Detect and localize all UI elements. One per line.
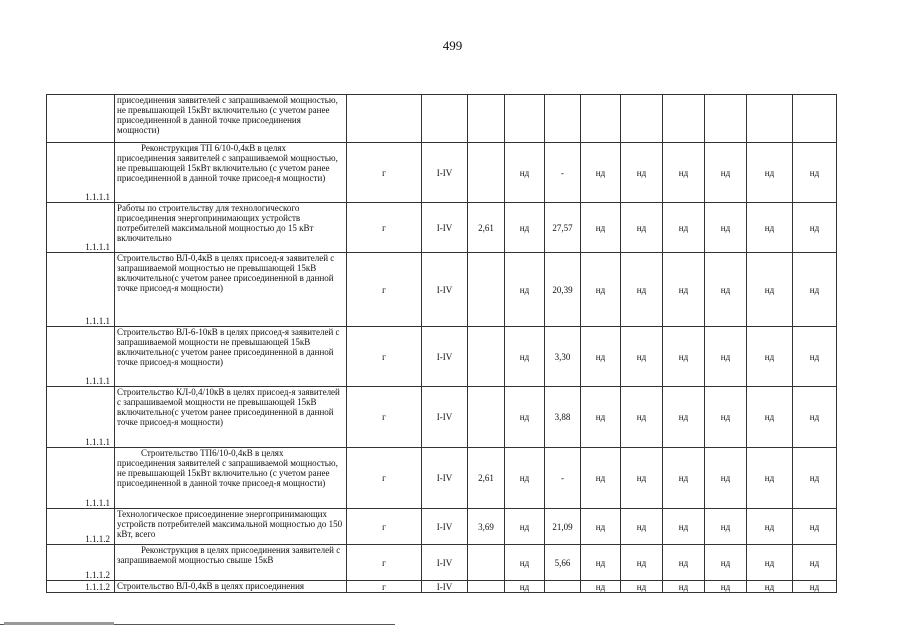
row-value-6: нд xyxy=(663,143,705,203)
row-unit: г xyxy=(347,387,422,448)
row-code: 1.1.1.1 xyxy=(47,143,115,203)
table-row xyxy=(47,387,837,448)
row-value-4: нд xyxy=(581,387,621,448)
row-description: Строительство ВЛ-0,4кВ в целях присоединения xyxy=(115,581,347,593)
row-value-5: нд xyxy=(621,253,663,327)
row-value-5: нд xyxy=(621,327,663,387)
row-value-2: нд xyxy=(505,203,545,253)
row-value-2: нд xyxy=(505,448,545,509)
row-value-1 xyxy=(468,387,505,448)
row-value-6: нд xyxy=(663,203,705,253)
row-value-7: нд xyxy=(705,581,747,593)
page-number: 499 xyxy=(442,38,463,53)
row-value-2: нд xyxy=(505,581,545,593)
row-unit: г xyxy=(347,327,422,387)
row-value-7: нд xyxy=(705,448,747,509)
row-value-6: нд xyxy=(663,327,705,387)
row-value-1 xyxy=(468,95,505,143)
row-value-8: нд xyxy=(747,203,793,253)
row-code: 1.1.1.1 xyxy=(47,203,115,253)
row-value-7: нд xyxy=(705,387,747,448)
table-row xyxy=(47,143,837,203)
row-value-9: нд xyxy=(793,581,837,593)
row-unit: г xyxy=(347,203,422,253)
row-value-9: нд xyxy=(793,143,837,203)
row-value-6: нд xyxy=(663,387,705,448)
row-value-9: нд xyxy=(793,387,837,448)
row-code: 1.1.1.2 xyxy=(47,509,115,545)
row-value-2: нд xyxy=(505,143,545,203)
row-value-2: нд xyxy=(505,327,545,387)
table-row xyxy=(47,95,837,143)
row-description: Реконструкция ТП 6/10-0,4кВ в целях присоединения заявителей с запрашиваемой мощностью, не превышающей 15кВт включительно (с учетом ранее присоединенной в данной точке присоед-я мощности) xyxy=(115,143,347,203)
row-category: I-IV xyxy=(422,509,468,545)
row-description: Строительство КЛ-0,4/10кВ в целях присоед-я заявителей с запрашиваемой мощности не превышающей 15кВ включительно(с учетом ранее присоединенной в данной точке присоед-я мощности) xyxy=(115,387,347,448)
row-value-4: нд xyxy=(581,509,621,545)
row-value-8: нд xyxy=(747,143,793,203)
row-value-5: нд xyxy=(621,143,663,203)
row-description: присоединения заявителей с запрашиваемой мощностью, не превышающей 15кВт включительно (с учетом ранее присоединенной в данной точке присоединения мощности) xyxy=(115,95,347,143)
row-category: I-IV xyxy=(422,545,468,581)
row-value-4: нд xyxy=(581,203,621,253)
investment-table xyxy=(46,94,837,593)
row-code xyxy=(47,95,115,143)
row-category: I-IV xyxy=(422,203,468,253)
row-value-3: 20,39 xyxy=(545,253,581,327)
row-unit: г xyxy=(347,581,422,593)
row-description: Строительство ТП6/10-0,4кВ в целях присоединения заявителей с запрашиваемой мощностью, не превышающей 15кВт включительно (с учетом ранее присоединенной в данной точке присоед-я мощности) xyxy=(115,448,347,509)
row-description: Строительство ВЛ-6-10кВ в целях присоед-я заявителей с запрашиваемой мощности не превышающей 15кВ включительно(с учетом ранее присоединенной в данной точке присоед-я мощности) xyxy=(115,327,347,387)
row-value-3: - xyxy=(545,143,581,203)
row-value-1 xyxy=(468,143,505,203)
row-description: Технологическое присоединение энергопринимающих устройств потребителей максимальной мощностью до 150 кВт, всего xyxy=(115,509,347,545)
table-row xyxy=(47,581,837,593)
row-unit: г xyxy=(347,143,422,203)
row-value-3 xyxy=(545,95,581,143)
row-value-8: нд xyxy=(747,387,793,448)
row-value-5: нд xyxy=(621,203,663,253)
table-row xyxy=(47,509,837,545)
row-unit: г xyxy=(347,509,422,545)
row-unit: г xyxy=(347,448,422,509)
row-value-2: нд xyxy=(505,387,545,448)
row-value-4: нд xyxy=(581,448,621,509)
row-value-9: нд xyxy=(793,509,837,545)
row-value-9: нд xyxy=(793,253,837,327)
row-code: 1.1.1.2 xyxy=(47,581,115,593)
row-value-8: нд xyxy=(747,545,793,581)
row-value-5: нд xyxy=(621,387,663,448)
row-value-8: нд xyxy=(747,448,793,509)
row-value-9: нд xyxy=(793,545,837,581)
row-category: I-IV xyxy=(422,581,468,593)
row-value-8: нд xyxy=(747,253,793,327)
row-value-7: нд xyxy=(705,509,747,545)
row-value-9: нд xyxy=(793,203,837,253)
row-code: 1.1.1.1 xyxy=(47,327,115,387)
scan-edge-mark xyxy=(4,622,114,625)
row-value-1 xyxy=(468,253,505,327)
row-value-2: нд xyxy=(505,545,545,581)
row-value-7: нд xyxy=(705,327,747,387)
row-value-6: нд xyxy=(663,545,705,581)
row-value-4: нд xyxy=(581,253,621,327)
row-value-2: нд xyxy=(505,509,545,545)
row-value-1 xyxy=(468,327,505,387)
row-value-8 xyxy=(747,95,793,143)
table-row xyxy=(47,448,837,509)
row-code: 1.1.1.1 xyxy=(47,448,115,509)
row-value-3: 3,30 xyxy=(545,327,581,387)
row-value-1: 2,61 xyxy=(468,203,505,253)
row-value-4 xyxy=(581,95,621,143)
row-value-7: нд xyxy=(705,253,747,327)
row-value-4: нд xyxy=(581,581,621,593)
row-value-5: нд xyxy=(621,509,663,545)
row-value-7: нд xyxy=(705,143,747,203)
row-unit: г xyxy=(347,545,422,581)
row-value-7: нд xyxy=(705,545,747,581)
row-description: Строительство ВЛ-0,4кВ в целях присоед-я заявителей с запрашиваемой мощностью не превышающей 15кВ включительно(с учетом ранее присоединенной в данной точке присоед-я мощности) xyxy=(115,253,347,327)
row-value-8: нд xyxy=(747,327,793,387)
table-row xyxy=(47,253,837,327)
row-value-6: нд xyxy=(663,509,705,545)
row-value-2: нд xyxy=(505,253,545,327)
row-value-6: нд xyxy=(663,448,705,509)
row-value-8: нд xyxy=(747,581,793,593)
row-description: Реконструкция в целях присоединения заявителей с запрашиваемой мощностью свыше 15кВ xyxy=(115,545,347,581)
row-category: I-IV xyxy=(422,327,468,387)
row-value-5: нд xyxy=(621,545,663,581)
row-description: Работы по строительству для технологического присоединения энергопринимающих устройств потребителей максимальной мощностью до 15 кВт включительно xyxy=(115,203,347,253)
row-value-3: 3,88 xyxy=(545,387,581,448)
row-value-1: 2,61 xyxy=(468,448,505,509)
row-value-9: нд xyxy=(793,448,837,509)
row-category: I-IV xyxy=(422,253,468,327)
row-value-1: 3,69 xyxy=(468,509,505,545)
row-value-3: - xyxy=(545,448,581,509)
row-value-7: нд xyxy=(705,203,747,253)
row-value-9 xyxy=(793,95,837,143)
row-value-3 xyxy=(545,581,581,593)
row-value-6: нд xyxy=(663,253,705,327)
row-category xyxy=(422,95,468,143)
row-value-5: нд xyxy=(621,448,663,509)
row-value-5: нд xyxy=(621,581,663,593)
row-value-7 xyxy=(705,95,747,143)
table-row xyxy=(47,545,837,581)
table-row xyxy=(47,327,837,387)
row-value-1 xyxy=(468,581,505,593)
row-value-2 xyxy=(505,95,545,143)
row-value-3: 21,09 xyxy=(545,509,581,545)
row-value-3: 27,57 xyxy=(545,203,581,253)
row-value-1 xyxy=(468,545,505,581)
row-unit: г xyxy=(347,253,422,327)
row-value-9: нд xyxy=(793,327,837,387)
row-value-6: нд xyxy=(663,581,705,593)
row-category: I-IV xyxy=(422,387,468,448)
row-category: I-IV xyxy=(422,143,468,203)
row-category: I-IV xyxy=(422,448,468,509)
row-value-4: нд xyxy=(581,545,621,581)
row-code: 1.1.1.1 xyxy=(47,387,115,448)
row-code: 1.1.1.2 xyxy=(47,545,115,581)
row-value-3: 5,66 xyxy=(545,545,581,581)
row-unit xyxy=(347,95,422,143)
row-value-6 xyxy=(663,95,705,143)
row-value-4: нд xyxy=(581,327,621,387)
table-row xyxy=(47,203,837,253)
row-code: 1.1.1.1 xyxy=(47,253,115,327)
row-value-5 xyxy=(621,95,663,143)
row-value-8: нд xyxy=(747,509,793,545)
row-value-4: нд xyxy=(581,143,621,203)
